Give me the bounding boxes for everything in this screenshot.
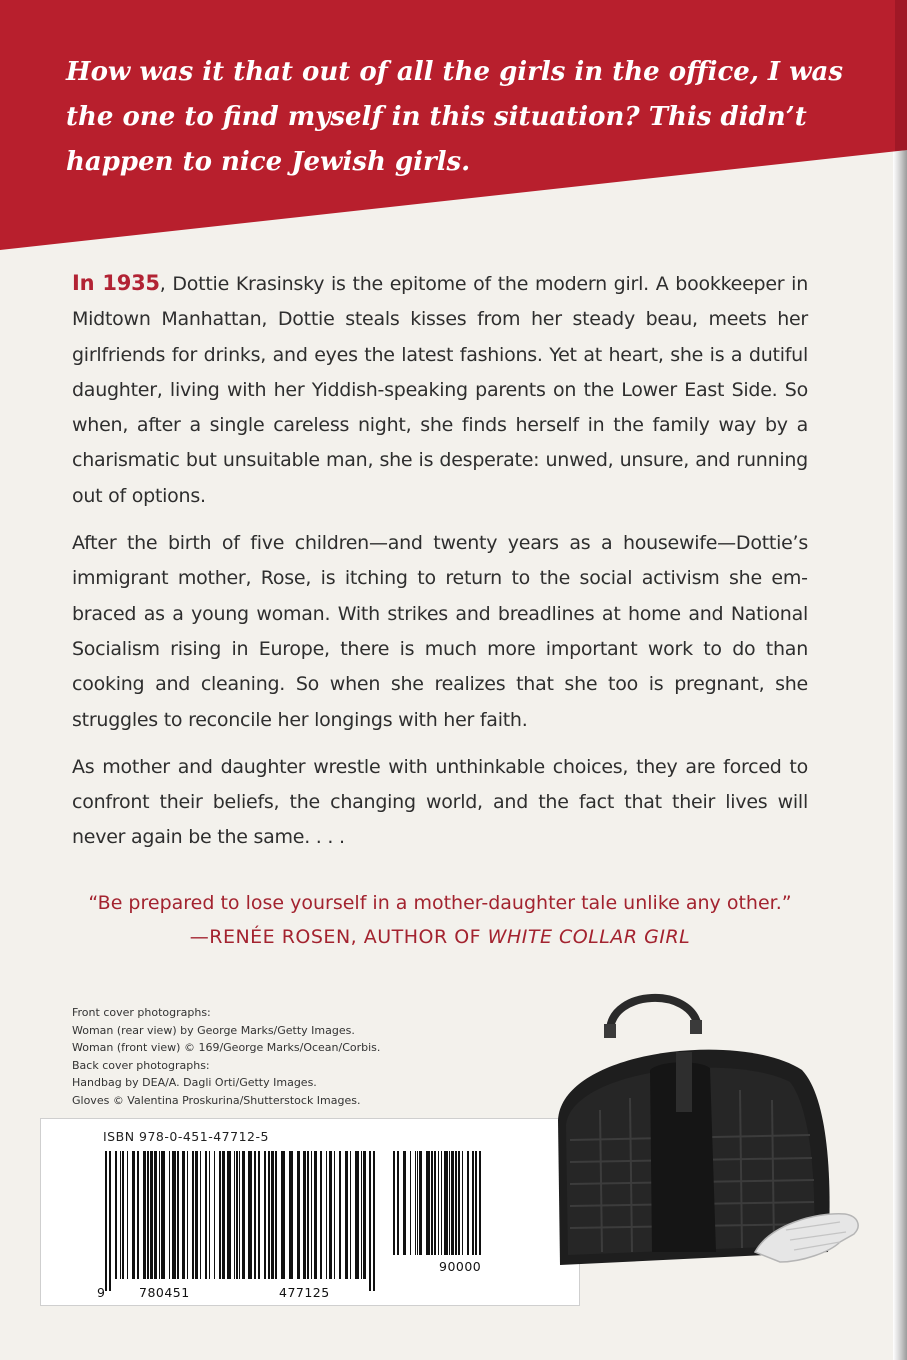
lead-in-year: In 1935: [72, 271, 160, 295]
barcode-bar: [222, 1151, 225, 1279]
barcode-bar: [214, 1151, 215, 1279]
barcode-bar: [219, 1151, 221, 1279]
barcode-bar: [311, 1151, 312, 1279]
barcode-bar: [415, 1151, 416, 1255]
barcode-bar: [154, 1151, 157, 1279]
barcode-bar: [200, 1151, 201, 1279]
barcode-bar: [438, 1151, 439, 1255]
barcode-bar: [350, 1151, 351, 1279]
barcode-bar: [205, 1151, 207, 1279]
barcode-bar: [326, 1151, 327, 1279]
barcode-bar: [236, 1151, 238, 1279]
tagline-quote: How was it that out of all the girls in the office, I was the one to find myself in this situation? This didn’t happen to nice Jewish girls.: [66, 57, 844, 177]
description-paragraph-1-text: , Dottie Krasinsky is the epitome of the modern girl. A bookkeeper in Midtown Manhattan, Dottie steals kisses from her steady beau, meets her girlfriends for drinks, and eyes the latest fashions. Yet at heart, she is a dutiful daughter, living with her Yiddish-speaking parents on the Lower East Side. So when, after a single careless night, she finds herself in the family way by a charismatic but unsuitable man, she is desperate: unwed, unsure, and running out of options.: [72, 273, 808, 507]
barcode-bar: [355, 1151, 359, 1279]
blurb-attribution: [40, 920, 840, 954]
barcode-bar: [361, 1151, 362, 1279]
barcode-right-digits: 477125: [279, 1285, 330, 1300]
barcode-bar: [467, 1151, 469, 1255]
barcode-price-code: 90000: [439, 1259, 482, 1274]
barcode-bar: [159, 1151, 160, 1279]
credit-line: Woman (front view) © 169/George Marks/Ocean/Corbis.: [72, 1041, 381, 1054]
barcode-bar: [209, 1151, 210, 1279]
barcode-bar: [458, 1151, 460, 1255]
barcode-bar: [239, 1151, 240, 1279]
barcode-bar: [271, 1151, 274, 1279]
barcode-bar: [182, 1151, 185, 1279]
barcode-bar: [297, 1151, 300, 1279]
barcode-bar: [434, 1151, 436, 1255]
barcode-bar: [363, 1151, 366, 1279]
review-blurb: [40, 886, 840, 954]
barcode-first-digit: 9: [97, 1285, 106, 1300]
barcode-bar: [258, 1151, 260, 1279]
barcode-bar: [329, 1151, 332, 1279]
barcode-bar: [122, 1151, 124, 1279]
barcode-bar: [397, 1151, 399, 1255]
barcode-bar: [462, 1151, 463, 1255]
isbn-label: ISBN 978-0-451-47712-5: [103, 1129, 269, 1144]
barcode-bar: [339, 1151, 341, 1279]
barcode-bar: [115, 1151, 117, 1279]
barcode-bar: [248, 1151, 252, 1279]
credit-line: Front cover photographs:: [72, 1006, 211, 1019]
barcode-bar: [169, 1151, 170, 1279]
barcode-bar: [451, 1151, 454, 1255]
barcode-bar: [192, 1151, 194, 1279]
barcode-bar: [455, 1151, 457, 1255]
credit-line: Back cover photographs:: [72, 1058, 210, 1072]
barcode-bar: [150, 1151, 153, 1279]
barcode-bar: [234, 1151, 235, 1279]
barcode-bar: [195, 1151, 198, 1279]
barcode-bar: [419, 1151, 422, 1255]
description-paragraph-3: As mother and daughter wrestle with unthinkable choices, they are forced to confront their beliefs, the changing world, and the fact that their lives will never again be the same. . . .: [72, 755, 808, 849]
barcode-bar: [410, 1151, 411, 1255]
barcode-bar: [137, 1151, 139, 1279]
blurb-quote: “Be prepared to lose yourself in a mother-daughter tale unlike any other.”: [88, 892, 792, 914]
barcode-bar: [403, 1151, 406, 1255]
credit-line: Woman (rear view) by George Marks/Getty Images.: [72, 1023, 355, 1037]
barcode-bar: [334, 1151, 335, 1279]
barcode-bar: [373, 1151, 375, 1291]
book-description: [72, 266, 808, 868]
barcode-bar: [143, 1151, 146, 1279]
barcode-bar: [345, 1151, 348, 1279]
barcode-graphic: [41, 1119, 579, 1305]
barcode-bar: [227, 1151, 231, 1279]
barcode-bar: [172, 1151, 176, 1279]
barcode-bar: [314, 1151, 317, 1279]
barcode-bar: [254, 1151, 256, 1279]
barcode-bar: [109, 1151, 111, 1291]
barcode-bar: [431, 1151, 433, 1255]
barcode-bar: [426, 1151, 430, 1255]
credit-line: Gloves © Valentina Proskurina/Shutterstock Images.: [72, 1093, 361, 1107]
barcode-bar: [281, 1151, 285, 1279]
barcode-bar: [275, 1151, 277, 1279]
barcode-bar: [475, 1151, 477, 1255]
description-paragraph-1: [72, 266, 808, 514]
barcode-bar: [161, 1151, 165, 1279]
barcode-bar: [177, 1151, 179, 1279]
barcode-bar: [307, 1151, 309, 1279]
barcode-bar: [449, 1151, 450, 1255]
attribution-author: —RENÉE ROSEN, AUTHOR OF: [189, 926, 482, 948]
handbag-photo: [540, 990, 870, 1290]
barcode-bar: [369, 1151, 371, 1291]
barcode-bar: [472, 1151, 474, 1255]
barcode-bar: [268, 1151, 270, 1279]
barcode-bar: [120, 1151, 121, 1279]
barcode-bar: [444, 1151, 448, 1255]
barcode-bar: [393, 1151, 395, 1255]
barcode-bar: [242, 1151, 245, 1279]
photo-credits: [72, 1004, 432, 1109]
barcode-bar: [479, 1151, 481, 1255]
isbn-barcode-box: [40, 1118, 580, 1306]
barcode-bar: [147, 1151, 149, 1279]
barcode-bar: [132, 1151, 135, 1279]
barcode-bar: [289, 1151, 293, 1279]
barcode-bar: [187, 1151, 188, 1279]
barcode-bar: [303, 1151, 306, 1279]
barcode-bar: [417, 1151, 418, 1255]
barcode-left-digits: 780451: [139, 1285, 190, 1300]
description-paragraph-2: After the birth of five children—and twenty years as a housewife—Dottie’s immigrant mother, Rose, is itching to return to the social activism she embraced as a young woman. With strikes and breadlines at home and National Socialism rising in Europe, there is much more important work to do than cooking and cleaning. So when she realizes that she too is pregnant, she struggles to reconcile her longings with her faith.: [72, 532, 808, 731]
barcode-bar: [127, 1151, 128, 1279]
barcode-bar: [441, 1151, 442, 1255]
barcode-bar: [264, 1151, 266, 1279]
barcode-bar: [320, 1151, 322, 1279]
attribution-book-title: WHITE COLLAR GIRL: [487, 926, 691, 948]
credit-line: Handbag by DEA/A. Dagli Orti/Getty Images.: [72, 1076, 317, 1089]
barcode-bar: [105, 1151, 107, 1291]
